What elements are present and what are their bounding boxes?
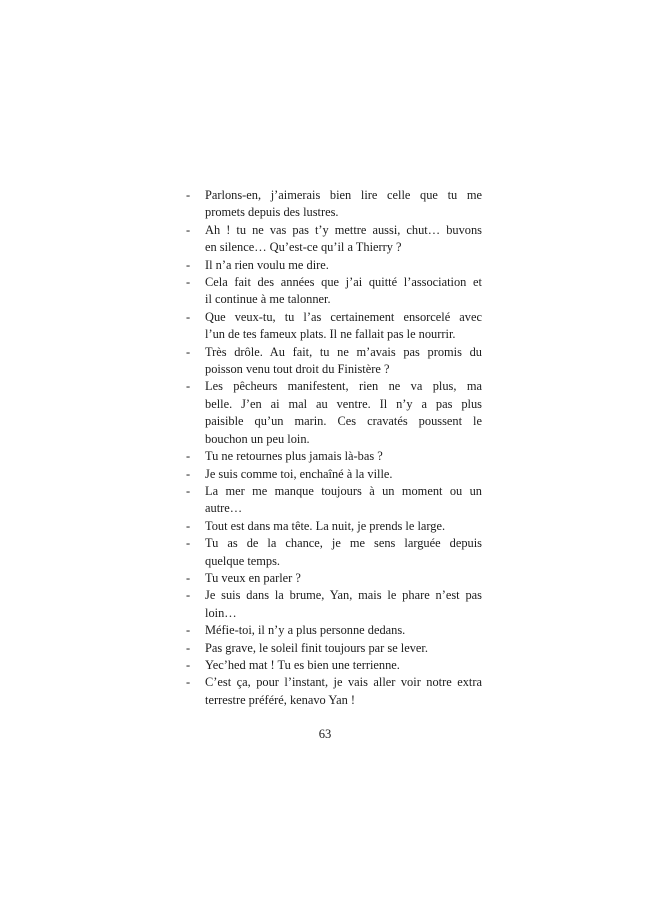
text-line: belle. J’en ai mal au ventre. Il n’y a pas plus [205, 396, 482, 411]
dialogue-item [186, 483, 482, 518]
dialogue-text [205, 448, 482, 465]
dialogue-item [186, 344, 482, 379]
dash-marker: - [186, 640, 191, 655]
text-line: Il n’a rien voulu me dire. [205, 257, 329, 272]
dash-marker: - [186, 536, 191, 551]
text-line: Je suis comme toi, enchaîné à la ville. [205, 466, 393, 481]
dialogue-text [205, 257, 482, 274]
dash-marker: - [186, 275, 191, 290]
dialogue-text [205, 222, 482, 257]
dash-marker: - [186, 518, 191, 533]
text-line: Tu ne retournes plus jamais là-bas ? [205, 449, 383, 464]
dash-marker: - [186, 483, 191, 498]
dialogue-text [205, 622, 482, 639]
text-line: Très drôle. Au fait, tu ne m’avais pas promis du [205, 344, 482, 359]
text-line: Yec’hed mat ! Tu es bien une terrienne. [205, 657, 400, 672]
text-line: quelque temps. [205, 553, 281, 568]
dialogue-text [205, 535, 482, 570]
dialogue-item [186, 257, 482, 274]
text-line: en silence… Qu’est-ce qu’il a Thierry ? [205, 240, 402, 255]
dialogue-item [186, 535, 482, 570]
dialogue-item [186, 378, 482, 448]
dialogue-text [205, 674, 482, 709]
dash-marker: - [186, 449, 191, 464]
text-line: Tu as de la chance, je me sens larguée depuis [205, 536, 482, 551]
dialogue-text [205, 657, 482, 674]
dash-marker: - [186, 222, 191, 237]
dash-marker: - [186, 188, 191, 202]
dash-marker: - [186, 309, 191, 324]
text-line: Je suis dans la brume, Yan, mais le phare n’est pas [205, 588, 482, 603]
dialogue-item [186, 274, 482, 309]
dialogue-text [205, 187, 482, 222]
text-line: Cela fait des années que j’ai quitté l’association et [205, 275, 482, 290]
text-line: La mer me manque toujours à un moment ou un [205, 483, 482, 498]
text-line: Que veux-tu, tu l’as certainement ensorcelé avec [205, 309, 482, 324]
text-line: poisson venu tout droit du Finistère ? [205, 362, 390, 377]
dash-marker: - [186, 623, 191, 638]
dash-marker: - [186, 588, 191, 603]
text-line: terrestre préféré, kenavo Yan ! [205, 692, 355, 707]
dash-marker: - [186, 657, 191, 672]
text-line: paisible qu’un marin. Ces cravatés poussent le [205, 414, 482, 429]
text-line: promets depuis des lustres. [205, 205, 339, 220]
text-line: Les pêcheurs manifestent, rien ne va plus, ma [205, 379, 482, 394]
dialogue-text [205, 518, 482, 535]
dash-marker: - [186, 570, 191, 585]
text-line: Pas grave, le soleil finit toujours par se lever. [205, 640, 428, 655]
dialogue-item [186, 222, 482, 257]
text-line: Tout est dans ma tête. La nuit, je prends le large. [205, 518, 446, 533]
dialogue-text [205, 483, 482, 518]
text-line: loin… [205, 605, 237, 620]
dialogue-item [186, 187, 482, 222]
dialogue-text [205, 309, 482, 344]
text-line: Parlons-en, j’aimerais bien lire celle que tu me [205, 188, 482, 202]
text-line: il continue à me talonner. [205, 292, 331, 307]
dialogue-item [186, 674, 482, 709]
text-line: C’est ça, pour l’instant, je vais aller voir notre extra [205, 675, 482, 690]
dialogue-item [186, 518, 482, 535]
text-line: bouchon un peu loin. [205, 431, 310, 446]
dialogue-item [186, 587, 482, 622]
dash-marker: - [186, 344, 191, 359]
text-line: Tu veux en parler ? [205, 570, 301, 585]
dialogue-text [205, 640, 482, 657]
dash-marker: - [186, 675, 191, 690]
dialogue-item [186, 640, 482, 657]
dash-marker: - [186, 257, 191, 272]
dialogue-item [186, 570, 482, 587]
dash-marker: - [186, 466, 191, 481]
text-line: Ah ! tu ne vas pas t’y mettre aussi, chut… buvons [205, 222, 482, 237]
text-line: Méfie-toi, il n’y a plus personne dedans. [205, 623, 406, 638]
dialogue-text [205, 570, 482, 587]
dialogue-text [205, 344, 482, 379]
dialogue-text [205, 274, 482, 309]
dialogue-item [186, 448, 482, 465]
dialogue-item [186, 309, 482, 344]
dialogue-list [186, 187, 482, 709]
dialogue-text [205, 466, 482, 483]
page-number: 63 [318, 727, 332, 741]
dialogue-item [186, 466, 482, 483]
dialogue-text [205, 378, 482, 448]
dash-marker: - [186, 379, 191, 394]
dialogue-text [205, 587, 482, 622]
dialogue-item [186, 622, 482, 639]
text-line: autre… [205, 501, 243, 516]
text-line: l’un de tes fameux plats. Il ne fallait pas le nourrir. [205, 327, 456, 342]
dialogue-item [186, 657, 482, 674]
